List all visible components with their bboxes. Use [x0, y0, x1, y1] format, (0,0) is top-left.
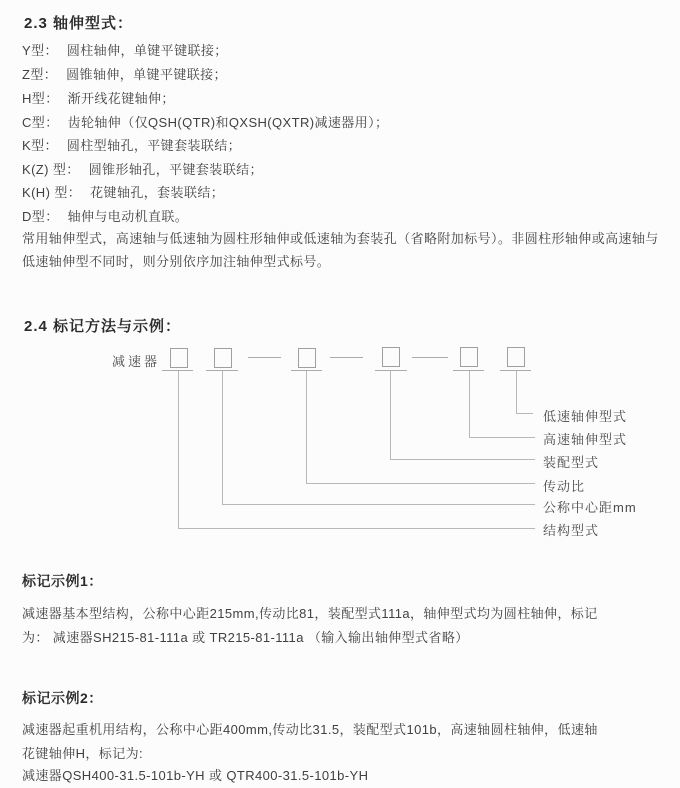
diagram-label: 低速轴伸型式 [543, 409, 628, 424]
code-box [507, 347, 525, 367]
connector-line [469, 437, 535, 438]
shaft-type-desc: 花键轴孔，套装联结； [90, 185, 225, 200]
shaft-type-label: D型： [22, 209, 59, 224]
shaft-type-label: K型： [22, 138, 58, 153]
section-2-4-heading: 2.4 标记方法与示例： [24, 318, 182, 335]
code-box [460, 347, 478, 367]
hyphen-separator [330, 357, 363, 358]
connector-line [469, 371, 470, 437]
hyphen-separator [248, 357, 281, 358]
connector-line [390, 459, 535, 460]
diagram-label: 高速轴伸型式 [543, 432, 628, 447]
shaft-type-desc: 圆柱轴伸，单键平键联接； [66, 43, 228, 58]
connector-line [222, 504, 535, 505]
diagram-label: 结构型式 [543, 523, 600, 538]
box-underline [375, 370, 407, 371]
shaft-type-desc: 轴伸与电动机直联。 [67, 209, 189, 224]
connector-line [516, 413, 533, 414]
code-box [214, 348, 232, 368]
connector-line [516, 371, 517, 413]
shaft-type-label: Z型： [22, 67, 58, 82]
shaft-type-item [22, 182, 224, 201]
note-line: 低速轴伸型不同时，则分别依序加注轴伸型式标号。 [22, 254, 331, 269]
diagram-label: 公称中心距mm [543, 500, 637, 515]
code-box [382, 347, 400, 367]
shaft-type-desc: 齿轮轴伸（仅QSH(QTR)和QXSH(QXTR)减速器用）； [67, 115, 389, 130]
connector-line [306, 483, 535, 484]
connector-line [390, 371, 391, 459]
code-box [170, 348, 188, 368]
shaft-type-item [22, 135, 241, 154]
diagram-label: 传动比 [543, 479, 586, 494]
hyphen-separator [412, 357, 448, 358]
shaft-type-label: H型： [22, 91, 59, 106]
connector-line [222, 371, 223, 504]
shaft-type-desc: 圆柱型轴孔，平键套装联结； [66, 138, 242, 153]
shaft-type-desc: 圆锥轴伸，单键平键联接； [66, 67, 227, 82]
diagram-label: 装配型式 [543, 455, 600, 470]
shaft-type-item [22, 206, 188, 225]
shaft-type-label: K(H) 型： [22, 185, 82, 200]
shaft-type-label: C型： [22, 115, 59, 130]
section-2-3-heading: 2.3 轴伸型式： [24, 15, 134, 32]
note-line: 常用轴伸型式，高速轴与低速轴为圆柱形轴伸或低速轴为套装孔（省略附加标号）。非圆柱形轴伸或高速轴与 [22, 231, 659, 246]
example-1-heading: 标记示例1： [22, 573, 103, 589]
shaft-type-item [22, 64, 227, 83]
shaft-type-desc: 渐开线花键轴伸； [67, 91, 175, 106]
example-1-text: 为： 减速器SH215-81-111a 或 TR215-81-111a （输入输出轴伸型式省略） [22, 630, 469, 645]
shaft-type-item [22, 40, 228, 59]
code-box [298, 348, 316, 368]
connector-line [178, 371, 179, 528]
shaft-type-item [22, 112, 388, 131]
shaft-type-item [22, 88, 175, 107]
example-2-text: 花键轴伸H，标记为: [22, 746, 144, 761]
shaft-type-label: Y型： [22, 43, 58, 58]
shaft-type-label: K(Z) 型： [22, 162, 80, 177]
connector-line [178, 528, 535, 529]
connector-line [306, 371, 307, 483]
diagram-prefix-label: 减速器 [112, 354, 161, 369]
shaft-type-item [22, 159, 263, 178]
example-1-text: 减速器基本型结构，公称中心距215mm,传动比81，装配型式111a，轴伸型式均为圆柱轴伸，标记 [22, 606, 598, 621]
example-2-text: 减速器QSH400-31.5-101b-YH 或 QTR400-31.5-101b-YH [22, 768, 369, 783]
example-2-text: 减速器起重机用结构，公称中心距400mm,传动比31.5，装配型式101b，高速轴圆柱轴伸，低速轴 [22, 722, 598, 737]
shaft-type-desc: 圆锥形轴孔，平键套装联结； [88, 162, 263, 177]
example-2-heading: 标记示例2： [22, 690, 103, 706]
